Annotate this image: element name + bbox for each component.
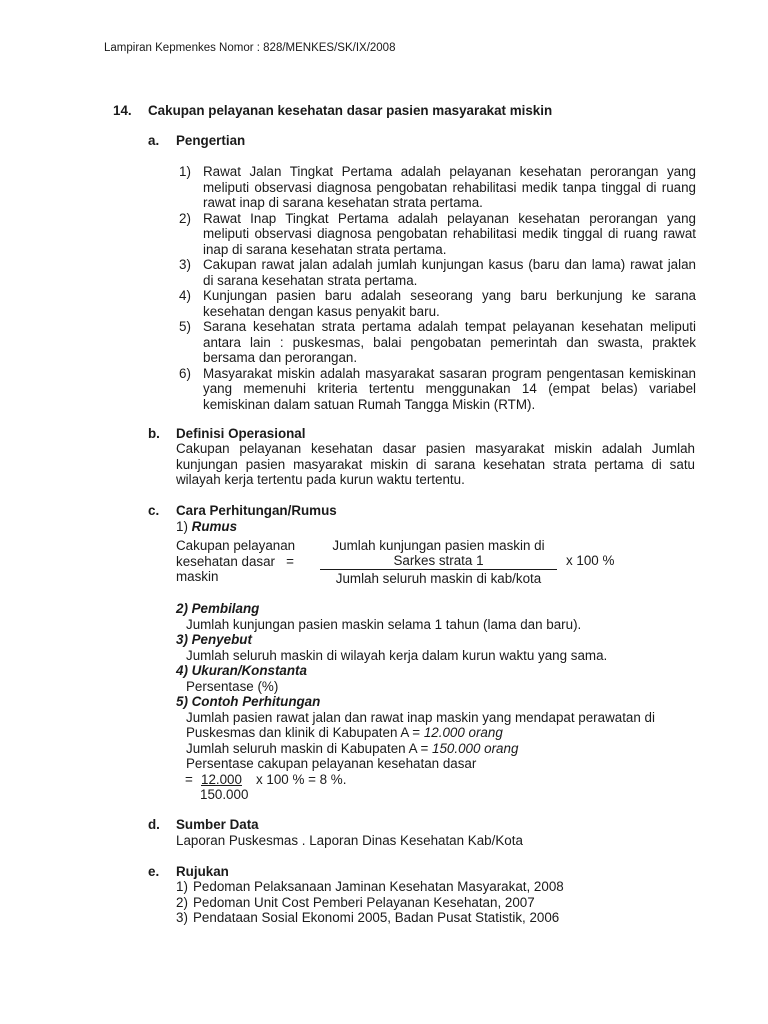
ukuran-label: 4) Ukuran/Konstanta (176, 663, 307, 678)
subsection-e-title: Rujukan (176, 864, 229, 879)
subsection-e-heading (148, 864, 229, 880)
item-number: 3) (176, 910, 188, 925)
contoh-line3-value: 150.000 orang (432, 741, 519, 756)
item-number: 2) (179, 210, 191, 226)
subsection-d-letter: d. (148, 817, 160, 832)
calc-denominator: 150.000 (200, 787, 249, 802)
item-number: 3) (179, 257, 191, 272)
penyebut-label: 3) Penyebut (176, 632, 252, 647)
page-header: Lampiran Kepmenkes Nomor : 828/MENKES/SK/IX/2008 (104, 42, 396, 54)
calc-numerator: 12.000 (201, 772, 242, 787)
section-number: 14. (113, 103, 132, 118)
item-text: Rawat Jalan Tingkat Pertama adalah pelayanan kesehatan perorangan yang meliputi observasi diagnosa pengobatan rehabilitasi medik tanpa tinggal di ruang rawat inap di sarana kesehatan strata pertama. (203, 164, 696, 210)
contoh-line1: Jumlah pasien rawat jalan dan rawat inap maskin yang mendapat perawatan di (186, 710, 655, 725)
subsection-b-heading (148, 426, 306, 442)
item-text: Pedoman Pelaksanaan Jaminan Kesehatan Masyarakat, 2008 (193, 879, 564, 894)
subsection-e-letter: e. (148, 864, 160, 879)
list-item (179, 366, 696, 413)
list-item (176, 895, 564, 911)
contoh-line2 (186, 725, 503, 741)
formula-numerator-line2: Sarkes strata 1 (393, 553, 484, 568)
subsection-a-letter: a. (148, 133, 160, 148)
item-text: Masyarakat miskin adalah masyarakat sasaran program pengentasan kemiskinan yang memenuhi kriteria tertentu menggunakan 14 (empat belas) variabel kemiskinan dalam satuan Rumah Tangga Miskin (RTM). (203, 365, 696, 412)
subsection-d-title: Sumber Data (176, 817, 259, 832)
item-number: 4) (179, 288, 191, 303)
pembilang-label: 2) Pembilang (176, 601, 260, 616)
list-item (179, 257, 696, 288)
list-item (179, 211, 696, 258)
subsection-c-title: Cara Perhitungan/Rumus (176, 503, 337, 518)
subsection-b-title: Definisi Operasional (176, 426, 306, 441)
rumus-heading (176, 519, 237, 535)
item-number: 1) (179, 164, 191, 179)
pembilang-text: Jumlah kunjungan pasien maskin selama 1 tahun (lama dan baru). (186, 617, 582, 632)
contoh-line3-text: Jumlah seluruh maskin di Kabupaten A = (186, 741, 433, 756)
item-text: Rawat Inap Tingkat Pertama adalah pelayanan kesehatan perorangan yang meliputi observasi diagnosa pengobatan rehabilitasi medik tinggal di ruang rawat inap di sarana kesehatan strata pertama. (203, 210, 696, 257)
subsection-a-heading (148, 133, 246, 149)
formula-left-line2: kesehatan dasar = (176, 554, 294, 569)
list-item (179, 288, 696, 319)
ukuran-text: Persentase (%) (186, 679, 279, 694)
item-text: Kunjungan pasien baru adalah seseorang yang baru berkunjung ke sarana kesehatan dengan kasus penyakit baru. (203, 288, 696, 319)
item-number: 6) (179, 365, 191, 381)
definition-list (179, 164, 696, 412)
rumus-label: Rumus (191, 519, 238, 534)
contoh-line3 (186, 741, 518, 757)
item-text: Pedoman Unit Cost Pemberi Pelayanan Kesehatan, 2007 (193, 894, 535, 910)
reference-list (176, 879, 564, 926)
item-text: Cakupan rawat jalan adalah jumlah kunjungan kasus (baru dan lama) rawat jalan di sarana kesehatan strata pertama. (203, 257, 696, 288)
section-heading (113, 103, 553, 119)
fraction-bar (320, 569, 557, 570)
subsection-d-heading (148, 817, 259, 833)
list-item (176, 879, 564, 895)
contoh-label: 5) Contoh Perhitungan (176, 694, 321, 709)
sumber-data-text: Laporan Puskesmas . Laporan Dinas Kesehatan Kab/Kota (176, 833, 523, 848)
formula-numerator-line1: Jumlah kunjungan pasien maskin di (332, 538, 545, 553)
formula-left-line3: maskin (176, 569, 219, 584)
section-title: Cakupan pelayanan kesehatan dasar pasien masyarakat miskin (148, 103, 553, 118)
subsection-c-heading (148, 503, 337, 519)
contoh-line4: Persentase cakupan pelayanan kesehatan dasar (186, 756, 477, 771)
list-item (179, 164, 696, 211)
item-number: 5) (179, 319, 191, 334)
subsection-b-letter: b. (148, 426, 160, 441)
list-item (176, 910, 564, 926)
contoh-line2-value: 12.000 orang (423, 725, 503, 740)
contoh-line2-text: Puskesmas dan klinik di Kabupaten A = (186, 725, 424, 740)
formula-left-line1: Cakupan pelayanan (176, 538, 296, 553)
penyebut-text: Jumlah seluruh maskin di wilayah kerja dalam kurun waktu yang sama. (186, 648, 608, 663)
rumus-number: 1) (176, 519, 188, 534)
calc-equals: = (185, 772, 193, 787)
item-number: 2) (176, 894, 188, 910)
definition-text: Cakupan pelayanan kesehatan dasar pasien masyarakat miskin adalah Jumlah kunjungan pasien masyarakat miskin di sarana kesehatan strata pertama di satu wilayah kerja tertentu pada kurun waktu tertentu. (176, 441, 695, 487)
calc-result: x 100 % = 8 %. (256, 772, 347, 787)
formula-multiplier: x 100 % (566, 553, 615, 568)
item-number: 1) (176, 879, 188, 894)
formula-denominator: Jumlah seluruh maskin di kab/kota (335, 571, 542, 586)
list-item (179, 319, 696, 366)
subsection-c-letter: c. (148, 503, 160, 518)
subsection-a-title: Pengertian (176, 133, 246, 148)
item-text: Sarana kesehatan strata pertama adalah tempat pelayanan kesehatan meliputi antara lain : puskesmas, balai pengobatan pemerintah dan swasta, praktek bersama dan perorangan. (203, 319, 696, 365)
item-text: Pendataan Sosial Ekonomi 2005, Badan Pusat Statistik, 2006 (193, 910, 560, 925)
